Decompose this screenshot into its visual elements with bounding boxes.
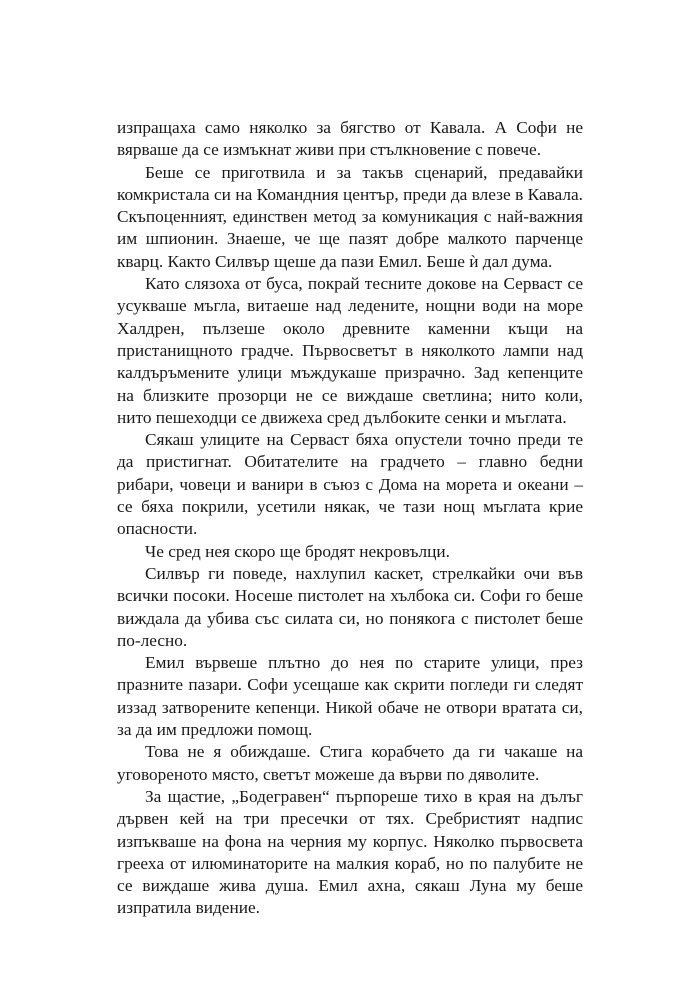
paragraph-8: Това не я обиждаше. Стига корабчето да ги чакаше на уговореното място, светът можеше да върви по дяволите.	[117, 742, 583, 784]
paragraph-6: Силвър ги поведе, нахлупил каскет, стрелкайки очи във всички посоки. Носеше пистолет на хълбока си. Софи го беше виждала да убива със силата си, но понякога с пистолет беше по-лесно.	[117, 563, 583, 650]
paragraph-5: Че сред нея скоро ще бродят некровълци.	[145, 541, 450, 561]
book-page-body	[117, 117, 583, 920]
paragraph-4: Сякаш улиците на Серваст бяха опустели точно преди те да пристигнат. Обитателите на градчето – главно бедни рибари, човеци и ванири в съюз с Дома на морета и океани – се бяха покрили, усетили някак, че тази нощ мъглата крие опасности.	[117, 430, 583, 539]
paragraph-1: изпращаха само няколко за бягство от Кавала. А Софи не вярваше да се измъкнат живи при стълкновение с повече.	[117, 118, 583, 160]
paragraph-7: Емил вървеше плътно до нея по старите улици, през празните пазари. Софи усещаше как скрити погледи ги следят иззад затворените кепенци. Никой обаче не отвори вратата си, за да им предложи помощ.	[117, 653, 583, 740]
paragraph-9: За щастие, „Бодегравен“ пърпореше тихо в края на дълъг дървен кей на три пресечки от тях. Сребристият надпис изпъкваше на фона на черния му корпус. Няколко първосвета греехa от илюминаторите на малкия кораб, но по палубите не се виждаше жива душа. Емил ахна, сякаш Луна му беше изпратила видение.	[117, 786, 583, 918]
paragraph-3: Като слязоха от буса, покрай тесните докове на Серваст се усукваше мъгла, витаеше над ледените, нощни води на море Халдрен, пълзеше около древните каменни къщи на пристанищното градче. Първосветът в няколкото лампи над калдъръмените улици мъждукаше призрачно. Зад кепенците на близките прозорци не се виждаше светлина; нито коли, нито пешеходци се движеха сред дълбоките сенки и мъглата.	[117, 274, 583, 427]
paragraph-2: Беше се приготвила и за такъв сценарий, предавайки комкристала си на Командния център, преди да влезе в Кавала. Скъпоценният, единствен метод за комуникация с най-важния им шпионин. Знаеше, че ще пазят добре малкото парченце кварц. Както Силвър щеше да пази Емил. Беше ѝ дал дума.	[117, 162, 583, 271]
